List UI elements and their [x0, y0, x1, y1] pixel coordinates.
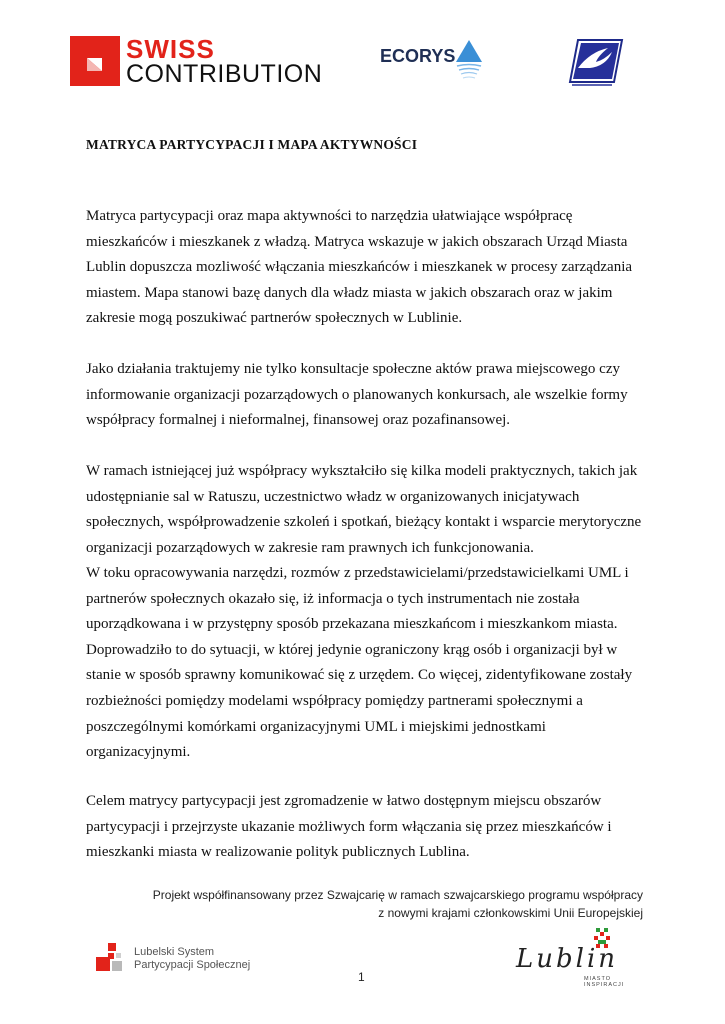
- document-title: MATRYCA PARTYCYPACJI I MAPA AKTYWNOŚCI: [86, 137, 418, 152]
- lublin-wordmark: Lublin: [516, 944, 619, 974]
- lsps-line1: Lubelski System: [134, 946, 215, 958]
- swiss-logo-line2: CONTRIBUTION: [126, 60, 323, 88]
- lublin-tagline: MIASTO INSPIRACJI: [584, 976, 625, 988]
- page-number: 1: [358, 970, 365, 984]
- footer-cofinancing-line2: z nowymi krajami członkowskimi Unii Europejskiej: [378, 906, 643, 920]
- footer-cofinancing-line1: Projekt współfinansowany przez Szwajcarię w ramach szwajcarskiego programu współpracy: [152, 888, 643, 902]
- lsps-logo: [96, 943, 256, 979]
- paragraph-3: W ramach istniejącej już współpracy wykształciło się kilka modeli praktycznych, takich jak udostępnianie sal w Ratuszu, uczestnictwo władz w organizowanych inicjatywach społecznych, współprowadzenie szkoleń i spotkań, bieżący kontakt i wsparcie merytoryczne organizacji pozarządowych w zakresie ram prawnych ich funkcjonowania.: [86, 463, 642, 556]
- paragraph-4: W toku opracowywania narzędzi, rozmów z przedstawicielami/przedstawicielkami UML i partnerów społecznych okazało się, iż informacja o tych instrumentach nie została uporządkowana i w przystępny sposób przekazana mieszkańcom i mieszkankom miasta. Doprowadziło to do sytuacji, w której jedynie ograniczony krąg osób i organizacji był w stanie w sposób sprawny komunikować się z urzędem. Co więcej, zidentyfikowane zostały rozbieżności pomiędzy modelami współpracy pomiędzy partnerami społecznymi a poszczególnymi komórkami organizacyjnymi UML i miejskimi jednostkami organizacyjnymi.: [86, 565, 633, 761]
- ecorys-logo: [380, 38, 490, 84]
- paragraph-2: Jako działania traktujemy nie tylko konsultacje społeczne aktów prawa miejscowego czy informowanie organizacji pozarządowych o planowanych konkursach, ale wszelkie formy współpracy formalnej i nieformalnej, finansowej oraz pozafinansowej.: [86, 361, 628, 429]
- ecorys-triangle-icon: [454, 38, 484, 84]
- lsps-squares-icon: [96, 943, 126, 975]
- swiss-logo-line1: SWISS: [126, 34, 215, 64]
- ecorys-logo-text: ECORYS: [380, 46, 456, 66]
- paragraph-1: Matryca partycypacji oraz mapa aktywności to narzędzia ułatwiające współpracę mieszkańców i mieszkanek z władzą. Matryca wskazuje w jakich obszarach Urząd Miasta Lublin dopuszcza mozliwość włączania mieszkańców i mieszkanek w procesy zarządzania miastem. Mapa stanowi bazę danych dla władz miasta w jakich obszarach oraz w jakim zakresie mogą poszukiwać partnerów społecznych w Lublinie.: [86, 208, 633, 327]
- swiss-square-icon: [70, 36, 120, 86]
- lsps-line2: Partycypacji Społecznej: [134, 959, 251, 971]
- bird-emblem-icon: [568, 38, 624, 88]
- lublin-logo: [496, 926, 642, 988]
- paragraph-5: Celem matrycy partycypacji jest zgromadzenie w łatwo dostępnym miejscu obszarów partycypacji i przejrzyste ukazanie możliwych form włączania się przez mieszkańców i mieszkanki miasta w realizowanie polityk publicznych Lublina.: [86, 793, 612, 861]
- swiss-contribution-logo: [70, 34, 323, 88]
